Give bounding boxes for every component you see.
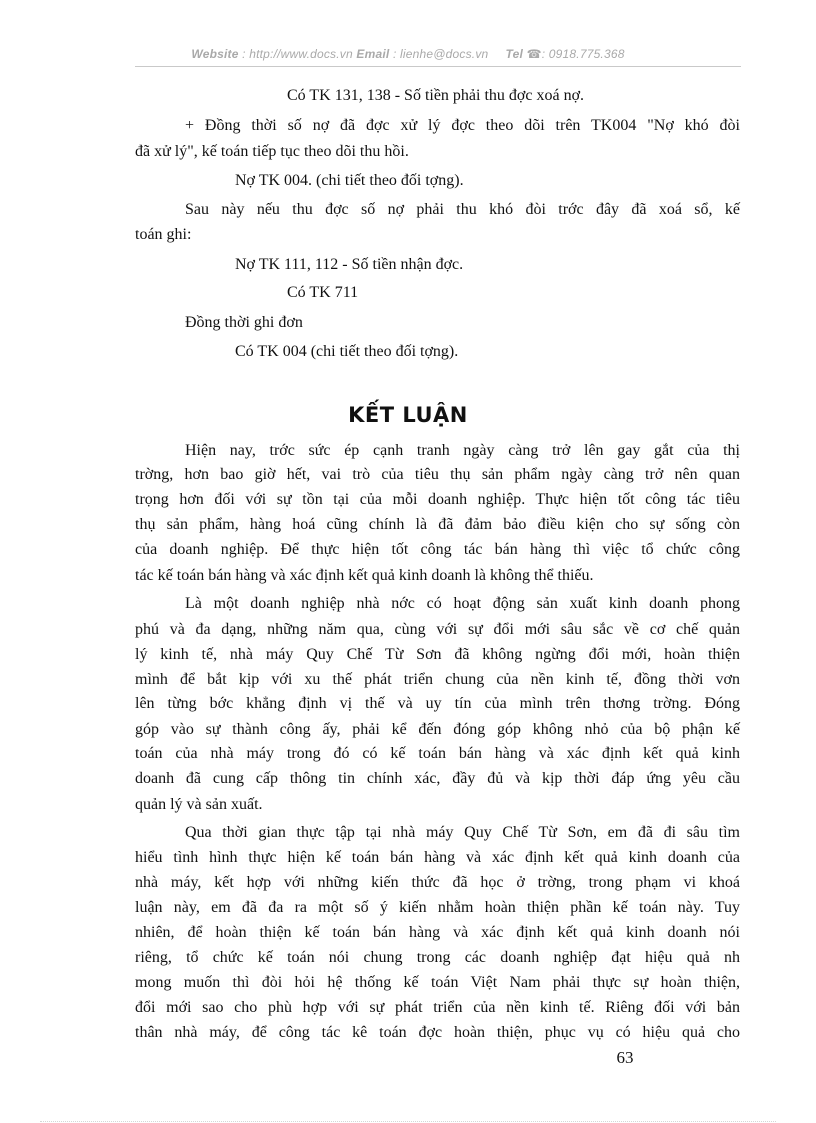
email-label: Email [356,47,390,61]
paragraph-line: tác kế toán bán hàng và xác định kết quả kinh doanh là không thể thiếu. [135,567,594,584]
page-number: 63 [616,1048,634,1067]
paragraph-line: hiểu tình hình thực hiện kế toán bán hàng và xác định kết quả kinh doanh của [135,849,740,866]
website-value[interactable]: : http://www.docs.vn [242,47,353,61]
entry-line: Nợ TK 004. (chi tiết theo đối tợng). [235,172,464,189]
paragraph-line: quản lý và sản xuất. [135,796,263,813]
entry-line: toán ghi: [135,226,192,243]
paragraph-line: doanh đã cung cấp thông tin chính xác, đầy đủ và kịp thời đáp ứng yêu cầu [135,770,740,787]
page-header [0,47,816,61]
entry-line: Sau này nếu thu đợc số nợ phải thu khó đòi trớc đây đã xoá sổ, kế [185,201,740,218]
paragraph-line: mong muốn thì đòi hỏi hệ thống kế toán Việt Nam phải thực sự hoàn thiện, [135,974,740,991]
footer-divider [40,1121,776,1122]
header-divider [135,66,741,67]
paragraph-line: toán của nhà máy trong đó có kế toán bán hàng và xác định kết quả kinh [135,745,740,762]
paragraph-line: Qua thời gian thực tập tại nhà máy Quy Chế Từ Sơn, em đã đi sâu tìm [185,824,740,841]
paragraph-line: đổi mới sao cho phù hợp với sự phát triển của nền kinh tế. Riêng đối với bản [135,999,740,1016]
entry-line: Đồng thời ghi đơn [185,314,303,331]
tel-label: Tel [505,47,524,61]
paragraph-line: của doanh nghiệp. Để thực hiện tốt công tác bán hàng thì việc tổ chức công [135,541,740,558]
paragraph-line: lên từng bớc khẳng định vị thế và uy tín của mình trên thơng trờng. Đóng [135,695,740,712]
phone-icon: ☎ [526,47,542,61]
paragraph-line: Hiện nay, trớc sức ép cạnh tranh ngày càng trở lên gay gắt của thị [185,442,740,459]
email-value[interactable]: : lienhe@docs.vn [392,47,489,61]
paragraph-line: trờng, hơn bao giờ hết, vai trò của tiêu thụ sản phẩm ngày càng trở nên quan [135,466,740,483]
paragraph-line: góp vào sự thành công ấy, phải kể đến đóng góp không nhỏ của bộ phận kế [135,721,740,738]
paragraph-line: phú và đa dạng, những năm qua, cùng với sự đổi mới sâu sắc về cơ chế quản [135,621,740,638]
entry-line: Có TK 711 [287,284,359,301]
section-heading: KẾT LUẬN [348,403,468,427]
paragraph-line: nhà máy, kết hợp với những kiến thức đã học ở trờng, trong phạm vi khoá [135,874,740,891]
entry-line: + Đồng thời số nợ đã đợc xử lý đợc theo dõi trên TK004 "Nợ khó đòi [185,117,740,134]
paragraph-line: riêng, tổ chức kế toán nói chung trong các doanh nghiệp đạt hiệu quả nh [135,949,740,966]
paragraph-line: thụ sản phẩm, hàng hoá cũng chính là đã đảm bảo điều kiện cho sự sống còn [135,516,740,533]
paragraph-line: lý kinh tế, nhà máy Quy Chế Từ Sơn đã không ngừng đổi mới, hoàn thiện [135,646,740,663]
paragraph-line: nhiên, để hoàn thiện kế toán bán hàng và xác định kết quả kinh doanh nói [135,924,740,941]
website-label: Website [191,47,239,61]
paragraph-line: trọng hơn đối với sự tồn tại của mỗi doanh nghiệp. Thực hiện tốt công tác tiêu [135,491,740,508]
tel-value: : 0918.775.368 [541,47,625,61]
paragraph-line: luận này, em đã đa ra một số ý kiến nhằm hoàn thiện phần kế toán này. Tuy [135,899,740,916]
paragraph-line: thân nhà máy, để công tác kê toán đợc hoàn thiện, phục vụ có hiệu quả cho [135,1024,740,1041]
paragraph-line: Là một doanh nghiệp nhà nớc có hoạt động sản xuất kinh doanh phong [185,595,740,612]
entry-line: Nợ TK 111, 112 - Số tiền nhận đợc. [235,256,464,273]
entry-line: đã xử lý", kế toán tiếp tục theo dõi thu hồi. [135,143,409,160]
entry-line: Có TK 004 (chi tiết theo đối tợng). [235,343,459,360]
paragraph-line: mình để bắt kịp với xu thế phát triển chung của nền kinh tế, đồng thời vơn [135,671,740,688]
entry-line: Có TK 131, 138 - Số tiền phải thu đợc xoá nợ. [287,87,585,104]
